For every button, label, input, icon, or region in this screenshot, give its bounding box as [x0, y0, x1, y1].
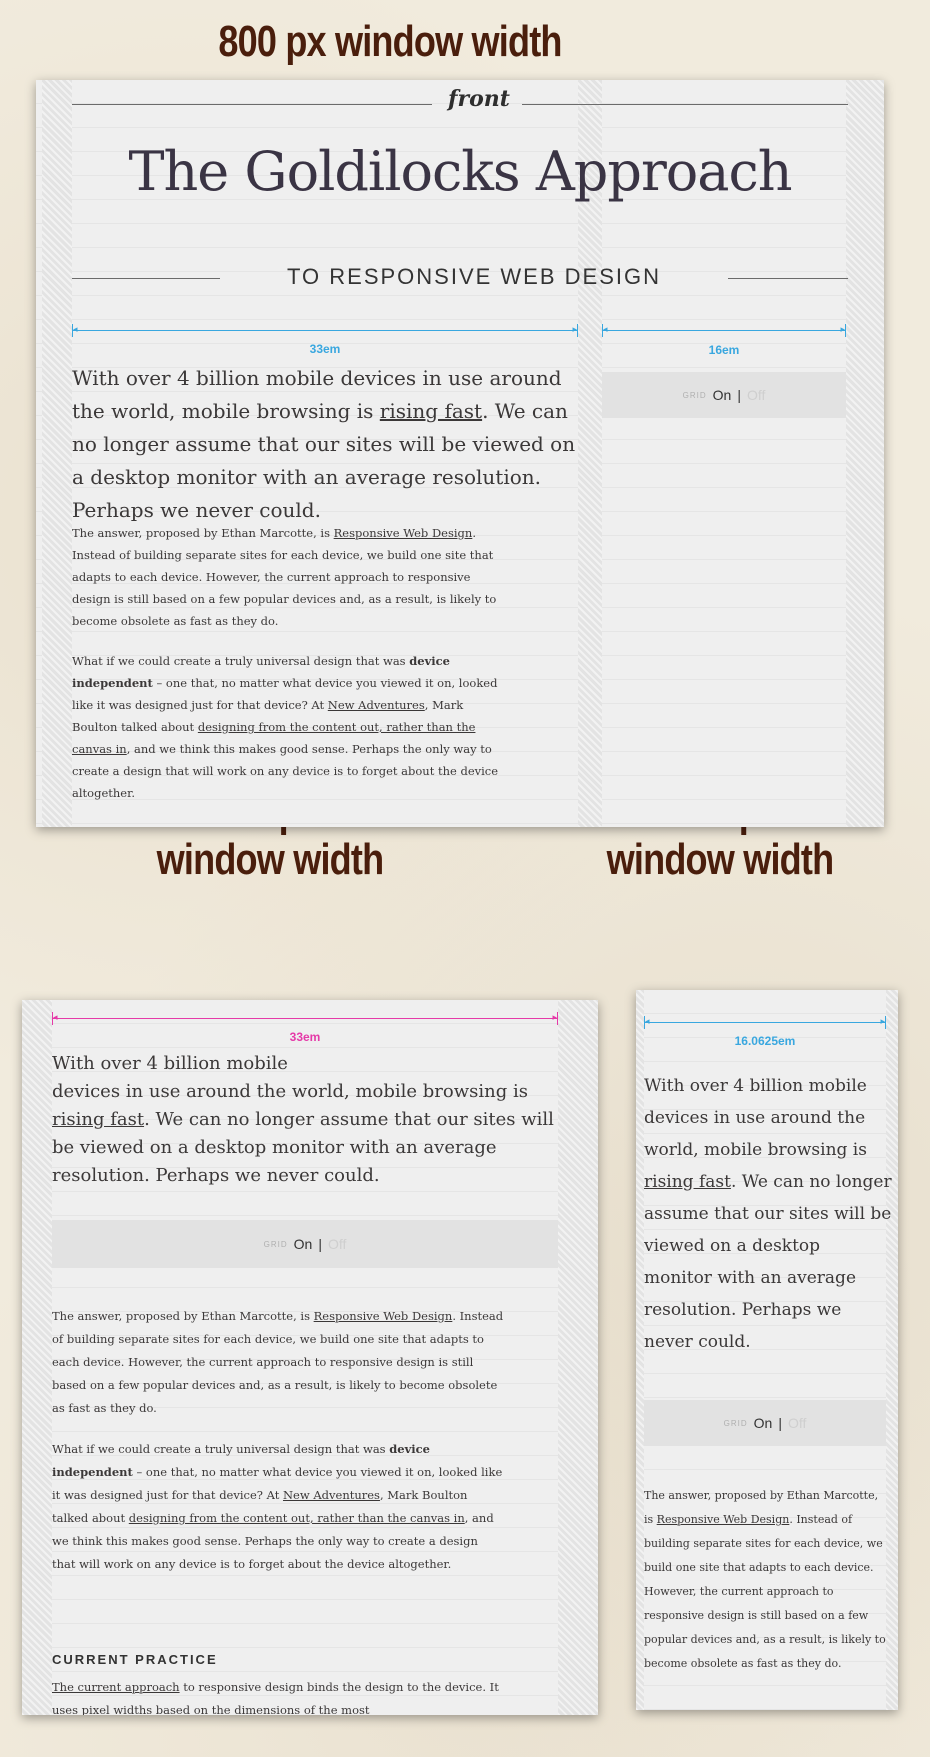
lead-text-end: . We can no longer assume that our sites will be viewed on a desktop monitor with an average resolution. Perhaps we never could.: [52, 1109, 554, 1186]
measure-main-column: ◂ ▸: [645, 1017, 885, 1027]
measure-main-column: ◂ ▸: [53, 1013, 557, 1023]
section-heading: CURRENT PRACTICE: [52, 1652, 218, 1667]
grid-toggle-separator: |: [778, 1415, 782, 1431]
front-logo: front: [448, 86, 510, 112]
paragraph-answer: [52, 1305, 504, 1420]
subtitle-rule-left: [72, 278, 220, 279]
designing-content-out-link[interactable]: designing from the content out, rather than the canvas in: [72, 720, 476, 756]
p1-text-b: . Instead of building separate sites for each device, we build one site that adapts to each device. However, the current approach to responsive design is still based on a few popular devices and, as a result, is likely to become obsolete as fast as they do.: [72, 526, 497, 628]
grid-toggle-label: GRID: [682, 390, 707, 400]
new-adventures-link[interactable]: New Adventures: [282, 1488, 380, 1502]
p2-text-c: , Mark Boulton talked about: [52, 1488, 468, 1525]
subtitle-rule-right: [728, 278, 848, 279]
paragraph-answer: [644, 1484, 886, 1676]
p2-text-b: – one that, no matter what device you viewed it on, looked like it was designed just for that device? At: [72, 676, 498, 712]
measure-main-label: 33em: [309, 342, 341, 356]
caption-260-line2: window width: [606, 834, 834, 884]
responsive-web-design-link[interactable]: Responsive Web Design: [333, 526, 473, 540]
measure-side-column: ◂ ▸: [603, 325, 845, 335]
measure-main-label: 33em: [289, 1030, 321, 1044]
screenshot-800px: [36, 80, 884, 827]
section-text: to responsive design binds the design to the device. It uses pixel widths based on the dimensions of the most: [52, 1680, 499, 1715]
p2-text-a: What if we could create a truly universal design that was: [52, 1442, 390, 1456]
grid-toggle-separator: |: [737, 387, 741, 403]
screenshot-530px: [22, 1000, 598, 1715]
caption-530-line2: window width: [156, 834, 384, 884]
current-approach-link[interactable]: The current approach: [52, 1680, 180, 1694]
p2-bold: device independent: [52, 1442, 430, 1479]
grid-on-button[interactable]: On: [712, 387, 732, 403]
article-body: [72, 522, 512, 822]
paragraph-what-if: [72, 650, 512, 804]
p1-text-a: The answer, proposed by Ethan Marcotte, is: [52, 1309, 314, 1323]
rising-fast-link[interactable]: rising fast: [379, 399, 483, 423]
grid-toggle-label: GRID: [263, 1239, 288, 1249]
grid-column-stripe: [22, 1000, 52, 1715]
caption-800: 800 px window width: [218, 17, 562, 66]
screenshot-260px: [636, 990, 898, 1710]
grid-on-button[interactable]: On: [293, 1236, 313, 1252]
lead-paragraph: [72, 362, 578, 527]
measure-main-label: 16.0625em: [734, 1034, 796, 1048]
rising-fast-link[interactable]: rising fast: [52, 1109, 145, 1130]
measure-main-column: ◂ ▸: [73, 325, 577, 335]
lead-text-start: With over 4 billion mobile devices in use around the world, mobile browsing is: [72, 366, 562, 423]
lead-paragraph: [52, 1050, 558, 1190]
grid-off-button[interactable]: Off: [787, 1415, 807, 1431]
grid-on-button[interactable]: On: [753, 1415, 773, 1431]
lead-line-1: With over 4 billion mobile: [52, 1053, 288, 1074]
header-rule-left: [72, 104, 432, 105]
p2-bold: device independent: [72, 654, 450, 690]
responsive-web-design-link[interactable]: Responsive Web Design: [313, 1309, 453, 1323]
grid-off-button[interactable]: Off: [746, 387, 766, 403]
p2-text-b: – one that, no matter what device you viewed it on, looked like it was designed just for that device? At: [52, 1465, 503, 1502]
paragraph-answer: [72, 522, 512, 632]
lead-text-start: With over 4 billion mobile devices in use around the world, mobile browsing is: [644, 1076, 867, 1160]
new-adventures-link[interactable]: New Adventures: [327, 698, 425, 712]
lead-text-end: . We can no longer assume that our sites will be viewed on a desktop monitor with an average resolution. Perhaps we never could.: [644, 1172, 892, 1352]
page-title: The Goldilocks Approach: [128, 140, 792, 203]
p1-text-b: . Instead of building separate sites for each device, we build one site that adapts to each device. However, the current approach to responsive design is still based on a few popular devices and, as a result, is likely to become obsolete as fast as they do.: [52, 1309, 504, 1415]
section-paragraph: [52, 1676, 504, 1715]
responsive-web-design-link[interactable]: Responsive Web Design: [656, 1513, 790, 1526]
p1-text-b: . Instead of building separate sites for each device, we build one site that adapts to each device. However, the current approach to responsive design is still based on a few popular devices and, as a result, is likely to become obsolete as fast as they do.: [644, 1513, 886, 1670]
grid-off-button[interactable]: Off: [327, 1236, 347, 1252]
grid-toggle: [52, 1220, 558, 1268]
grid-toggle: [644, 1400, 886, 1446]
p1-text-a: The answer, proposed by Ethan Marcotte, is: [72, 526, 334, 540]
grid-column-stripe: [636, 990, 644, 1710]
paragraph-what-if: [52, 1438, 504, 1576]
lead-text-start: devices in use around the world, mobile browsing is: [52, 1081, 528, 1102]
grid-toggle-separator: |: [318, 1236, 322, 1252]
lead-paragraph: [644, 1070, 892, 1358]
rising-fast-link[interactable]: rising fast: [644, 1172, 731, 1192]
lead-text-end: . We can no longer assume that our sites will be viewed on a desktop monitor with an average resolution. Perhaps we never could.: [72, 399, 576, 522]
p1-text-a: The answer, proposed by Ethan Marcotte, is: [644, 1489, 879, 1526]
designing-content-out-link[interactable]: designing from the content out, rather than the canvas in: [128, 1511, 465, 1525]
p2-text-c: , Mark Boulton talked about: [72, 698, 464, 734]
measure-side-label: 16em: [708, 343, 740, 357]
grid-toggle: [602, 372, 846, 418]
grid-column-stripe: [558, 1000, 598, 1715]
article-body: [52, 1305, 504, 1594]
header-rule-right: [522, 104, 848, 105]
p2-text-d: , and we think this makes good sense. Perhaps the only way to create a design that will work on any device is to forget about the device altogether.: [72, 742, 499, 800]
page-subtitle: TO RESPONSIVE WEB DESIGN: [287, 264, 661, 289]
article-body: [644, 1484, 886, 1694]
grid-toggle-label: GRID: [723, 1418, 748, 1428]
p2-text-d: , and we think this makes good sense. Perhaps the only way to create a design that will work on any device is to forget about the device altogether.: [52, 1511, 494, 1571]
p2-text-a: What if we could create a truly universal design that was: [72, 654, 410, 668]
